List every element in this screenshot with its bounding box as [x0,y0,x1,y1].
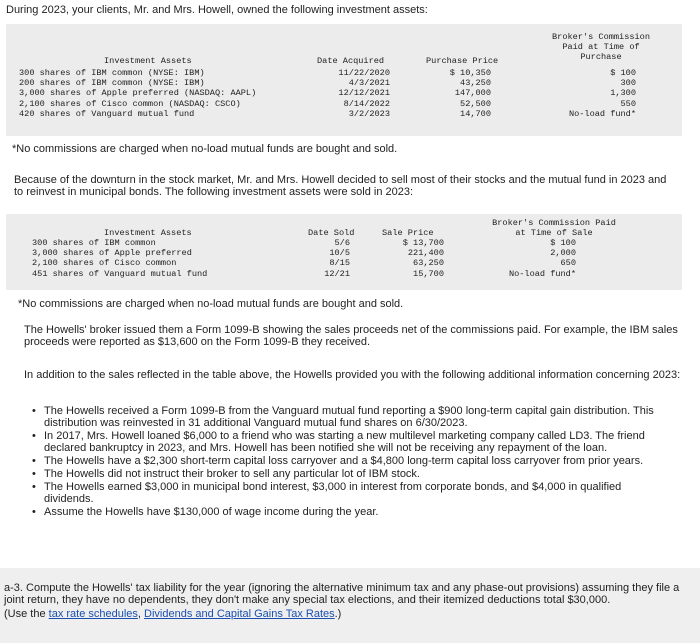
table-row: 2,100 shares of Cisco common (NASDAQ: CSCO) [19,98,241,109]
additional-info-list [30,405,660,519]
price-header: Purchase Price [426,56,499,66]
paragraph-additional-info: In addition to the sales reflected in the table above, the Howells provided you with the following additional information concerning 2023: [24,369,681,381]
question-instructions: (Use the tax rate schedules, Dividends and Capital Gains Tax Rates.) [4,608,342,620]
price-column: $ 10,350 43,250 147,000 52,500 14,700 [449,68,491,119]
question-text: a-3. Compute the Howells' tax liability for the year (ignoring the alternative minimum tax and any phase-out provisions) assuming they file a joint return, they have no dependents, they don't make any special tax elections, and their itemized deductions total $30,000. [4,582,680,606]
list-item: • The Howells did not instruct their broker to sell any particular lot of IBM stock. [30,468,660,480]
table-row: 420 shares of Vanguard mutual fund [19,108,195,119]
commission-column: $ 100 2,000 650 No-load fund* [508,238,576,279]
assets-header: Investment Assets [104,228,192,238]
assets-column [19,68,256,119]
tax-rate-schedules-link[interactable]: tax rate schedules [48,608,138,620]
date-header: Date Acquired [317,56,385,66]
commission-header: Broker's Commission Paid at Time of Sale [492,218,616,239]
list-item: • Assume the Howells have $130,000 of wage income during the year. [30,506,660,518]
table-row: 200 shares of IBM common (NYSE: IBM) [19,78,205,89]
date-header: Date Sold [308,228,355,238]
table-row: 300 shares of IBM common [32,238,156,248]
assets-header: Investment Assets [104,56,192,66]
list-item: • The Howells received a Form 1099-B from the Vanguard mutual fund reporting a $900 long-term capital gain distribution. This distribution was reinvested in 31 additional Vanguard mutual fund shares on 6/30/2023. [30,405,660,429]
price-header: Sale Price [382,228,434,238]
paragraph-downturn: Because of the downturn in the stock market, Mr. and Mrs. Howell decided to sell most of their stocks and the mutual fund in 2023 and to reinvest in municipal bonds. The following investment assets were sold in 2023: [14,174,667,198]
table-row: 3,000 shares of Apple preferred (NASDAQ: AAPL) [19,88,257,99]
price-column: $ 13,700 221,400 63,250 15,700 [402,238,444,279]
date-column: 11/22/2020 4/3/2021 12/12/2021 8/14/2022 3/2/2023 [338,68,390,119]
intro-text: During 2023, your clients, Mr. and Mrs. Howell, owned the following investment assets: [6,4,428,16]
sales-table [6,214,682,290]
purchases-table [6,24,682,136]
paragraph-1099b: The Howells' broker issued them a Form 1099-B showing the sales proceeds net of the commissions paid. For example, the IBM sales proceeds were reported as $13,600 on the Form 1099-B they received. [24,324,678,348]
note-2: *No commissions are charged when no-load mutual funds are bought and sold. [18,298,404,310]
table-row: 2,100 shares of Cisco common [32,258,177,269]
list-item: • In 2017, Mrs. Howell loaned $6,000 to a friend who was starting a new multilevel marketing company called LD3. The friend declared bankruptcy in 2023, and Mrs. Howell has been notified she will not be receiving any repayment of the loan. [30,430,660,454]
commission-column: $ 100 300 1,300 550 No-load fund* [568,68,636,119]
assets-column [32,238,207,279]
question-panel [0,568,700,643]
list-item: • The Howells have a $2,300 short-term capital loss carryover and a $4,800 long-term capital loss carryover from prior years. [30,455,660,467]
table-row: 300 shares of IBM common (NYSE: IBM) [19,68,205,78]
note-1: *No commissions are charged when no-load mutual funds are bought and sold. [12,143,398,155]
dividends-capital-gains-link[interactable]: Dividends and Capital Gains Tax Rates [144,608,335,620]
table-row: 3,000 shares of Apple preferred [32,248,192,259]
date-column: 5/6 10/5 8/15 12/21 [324,238,350,279]
table-row: 451 shares of Vanguard mutual fund [32,268,208,279]
list-item: • The Howells earned $3,000 in municipal bond interest, $3,000 in interest from corporate bonds, and $4,000 in qualified dividends. [30,481,660,505]
commission-header: Broker's Commission Paid at Time of Purchase [552,32,650,63]
